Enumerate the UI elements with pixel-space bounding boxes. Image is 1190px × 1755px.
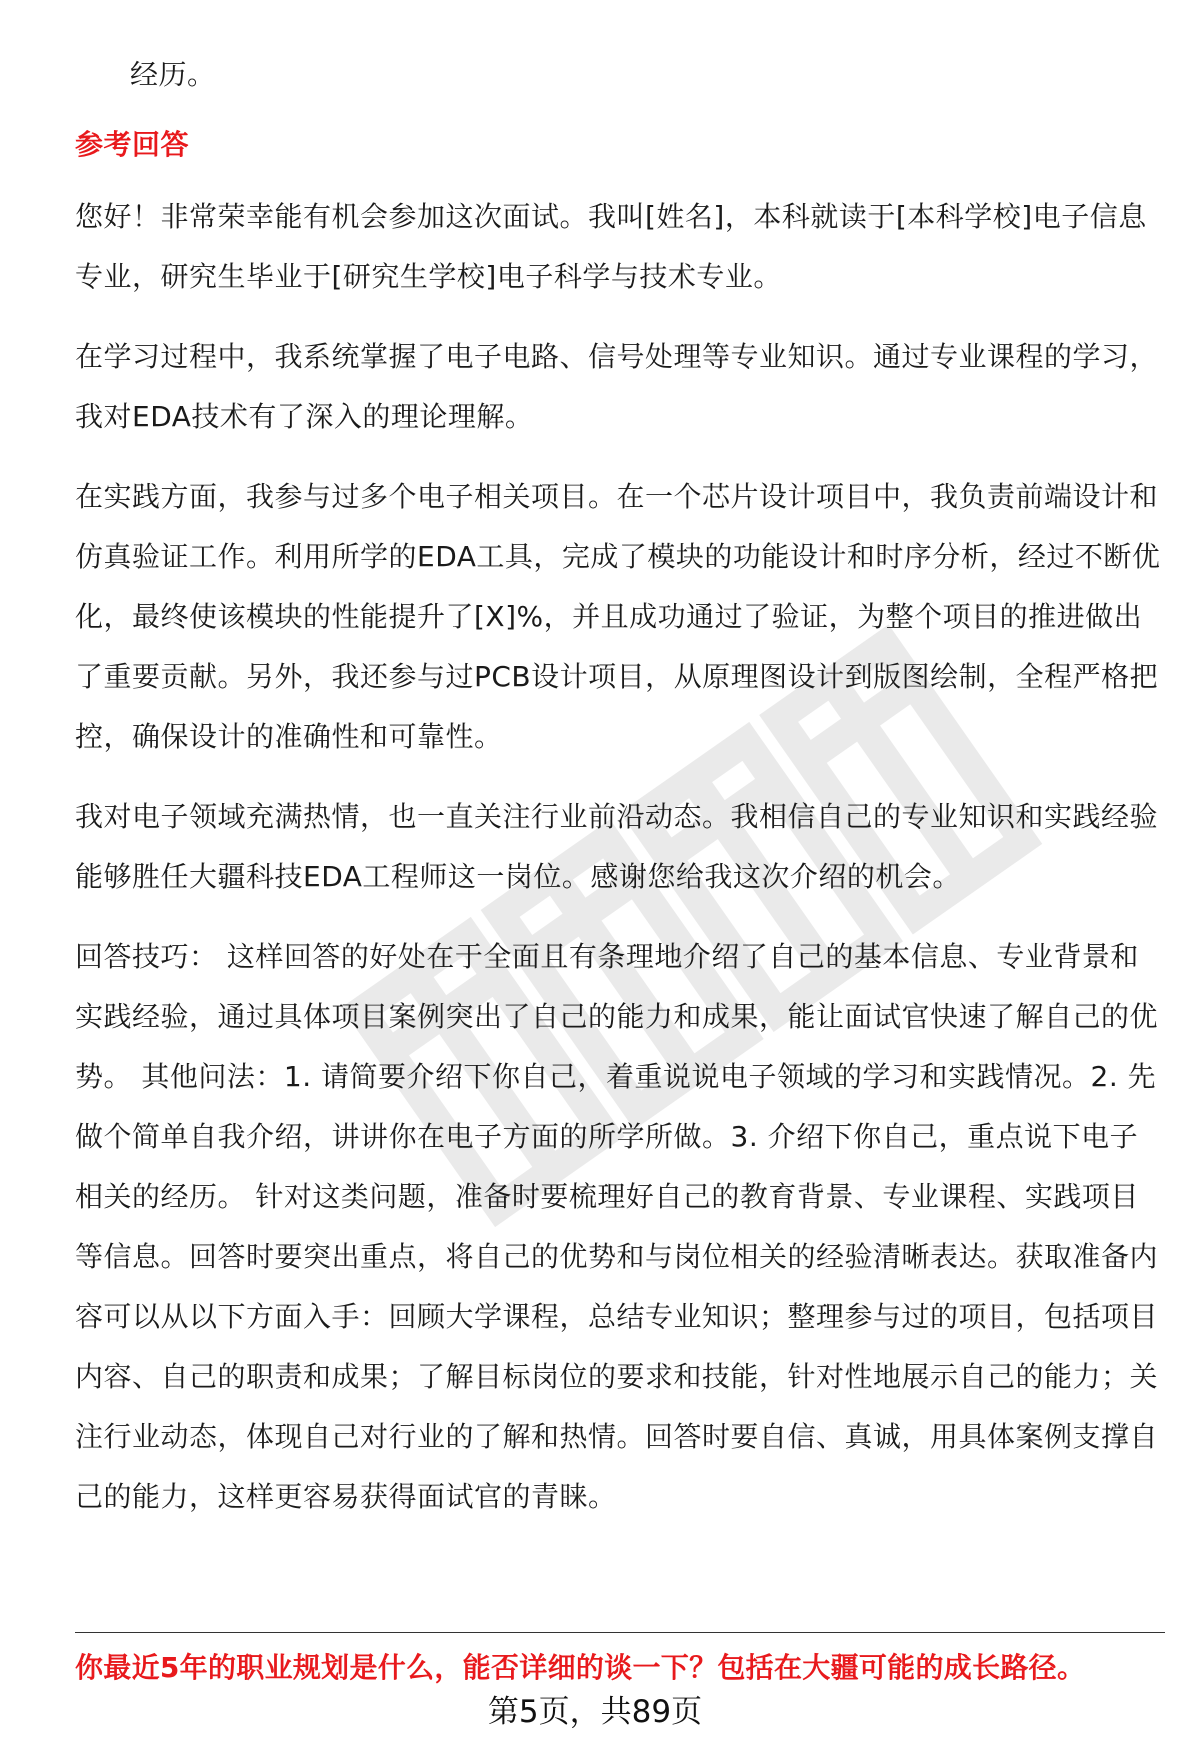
footer-divider [75,1632,1165,1633]
continuation-text: 经历。 [130,58,216,91]
page-number: 第5页，共89页 [487,1694,703,1730]
paragraph-intro: 您好！非常荣幸能有机会参加这次面试。我叫[姓名]，本科就读于[本科学校]电子信息专业，研究生毕业于[研究生学校]电子科学与技术专业。 [75,200,1147,293]
answer-heading: 参考回答 [75,128,190,161]
paragraph-tips: 回答技巧： 这样回答的好处在于全面且有条理地介绍了自己的基本信息、专业背景和实践经验，通过具体项目案例突出了自己的能力和成果，能让面试官快速了解自己的优势。 其他问法：1. 请简要介绍下你自己，着重说说电子领域的学习和实践情况。2. 先做个简单自我介绍，讲讲你在电子方面的所学所做。3. 介绍下你自己，重点说下电子相关的经历。 针对这类问题，准备时要梳理好自己的教育背景、专业课程、实践项目等信息。回答时要突出重点，将自己的优势和与岗位相关的经验清晰表达。获取准备内容可以从以下方面入手：回顾大学课程，总结专业知识；整理参与过的项目，包括项目内容、自己的职责和成果；了解目标岗位的要求和技能，针对性地展示自己的能力；关注行业动态，体现自己对行业的了解和热情。回答时要自信、真诚，用具体案例支撑自己的能力，这样更容易获得面试官的青睐。 [75,940,1159,1513]
paragraph-study: 在学习过程中，我系统掌握了电子电路、信号处理等专业知识。通过专业课程的学习，我对EDA技术有了深入的理论理解。 [75,340,1159,433]
next-question-text: 你最近5年的职业规划是什么，能否详细的谈一下？包括在大疆可能的成长路径。 [75,1651,1086,1684]
paragraph-passion: 我对电子领域充满热情，也一直关注行业前沿动态。我相信自己的专业知识和实践经验能够胜任大疆科技EDA工程师这一岗位。感谢您给我这次介绍的机会。 [75,800,1159,893]
main-content [75,45,1165,1527]
paragraph-practice: 在实践方面，我参与过多个电子相关项目。在一个芯片设计项目中，我负责前端设计和仿真验证工作。利用所学的EDA工具，完成了模块的功能设计和时序分析，经过不断优化，最终使该模块的性能提升了[X]%，并且成功通过了验证，为整个项目的推进做出了重要贡献。另外，我还参与过PCB设计项目，从原理图设计到版图绘制，全程严格把控，确保设计的准确性和可靠性。 [75,480,1161,753]
